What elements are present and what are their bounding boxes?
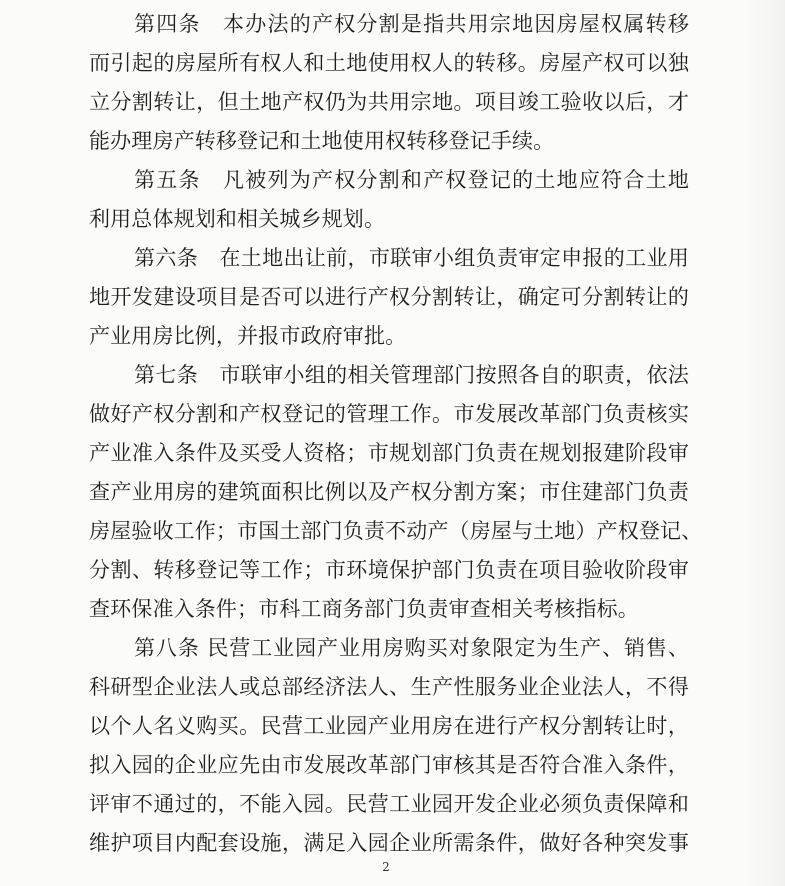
page-number: 2 xyxy=(382,860,390,874)
text-line: 立分割转让，但土地产权仍为共用宗地。项目竣工验收以后，才 xyxy=(89,90,689,114)
text-line: 维护项目内配套设施，满足入园企业所需条件，做好各种突发事 xyxy=(89,831,689,855)
text-line: 第七条 市联审小组的相关管理部门按照各自的职责，依法 xyxy=(134,363,689,387)
text-line: 能办理房产转移登记和土地使用权转移登记手续。 xyxy=(89,129,555,153)
text-line: 查环保准入条件；市科工商务部门负责审查相关考核指标。 xyxy=(89,597,639,621)
text-line: 第六条 在土地出让前，市联审小组负责审定申报的工业用 xyxy=(134,246,689,270)
text-line: 利用总体规划和相关城乡规划。 xyxy=(89,207,386,231)
text-line: 第四条 本办法的产权分割是指共用宗地因房屋权属转移 xyxy=(134,12,689,36)
text-line: 地开发建设项目是否可以进行产权分割转让，确定可分割转让的 xyxy=(89,285,689,309)
text-line: 评审不通过的，不能入园。民营工业园开发企业必须负责保障和 xyxy=(89,792,689,816)
text-line: 第八条 民营工业园产业用房购买对象限定为生产、销售、 xyxy=(134,636,689,660)
text-line: 产业准入条件及买受人资格；市规划部门负责在规划报建阶段审 xyxy=(89,441,689,465)
scan-edge-shadow xyxy=(745,0,785,886)
text-line: 科研型企业法人或总部经济法人、生产性服务业企业法人，不得 xyxy=(89,675,689,699)
text-line: 拟入园的企业应先由市发展改革部门审核其是否符合准入条件， xyxy=(89,753,689,777)
text-line: 以个人名义购买。民营工业园产业用房在进行产权分割转让时， xyxy=(89,714,689,738)
text-line: 产业用房比例，并报市政府审批。 xyxy=(89,324,407,348)
text-line: 做好产权分割和产权登记的管理工作。市发展改革部门负责核实 xyxy=(89,402,689,426)
text-line: 分割、转移登记等工作；市环境保护部门负责在项目验收阶段审 xyxy=(89,558,689,582)
text-line: 查产业用房的建筑面积比例以及产权分割方案；市住建部门负责 xyxy=(89,480,689,504)
text-line: 而引起的房屋所有权人和土地使用权人的转移。房屋产权可以独 xyxy=(89,51,689,75)
text-line: 房屋验收工作；市国土部门负责不动产（房屋与土地）产权登记、 xyxy=(89,519,703,543)
text-line: 第五条 凡被列为产权分割和产权登记的土地应符合土地 xyxy=(134,168,689,192)
